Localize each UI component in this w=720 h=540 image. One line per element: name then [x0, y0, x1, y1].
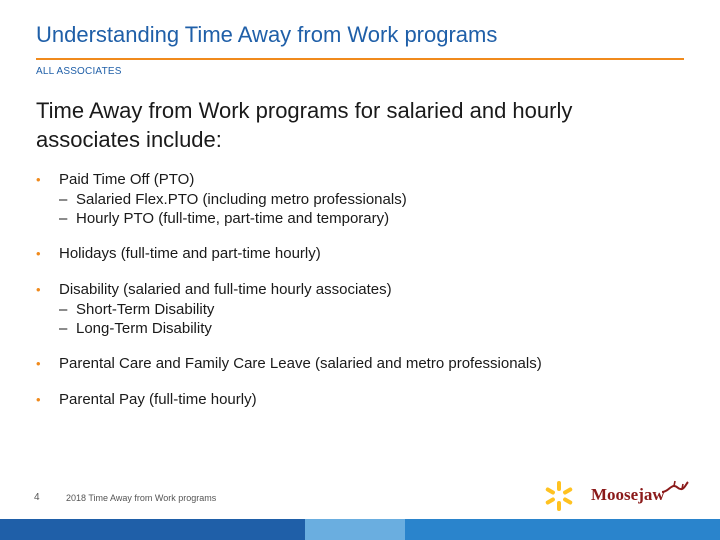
bullet-text: Parental Pay (full-time hourly) [59, 391, 257, 408]
sub-item [59, 209, 696, 228]
walmart-spark-icon [543, 480, 575, 512]
page-number: 4 [34, 492, 40, 503]
footer-bar-mid-blue [405, 519, 720, 540]
sub-dash-icon: – [59, 320, 68, 337]
bullet-dot-icon: • [36, 392, 41, 407]
bullet-item [36, 354, 696, 374]
bullet-dot-icon: • [36, 246, 41, 261]
bullet-text: Disability (salaried and full-time hourly associates) [59, 281, 392, 298]
footer-bar-light-blue [305, 519, 405, 540]
moosejaw-logo: Moosejaw [591, 485, 665, 504]
sub-text: Salaried Flex.PTO (including metro professionals) [76, 191, 407, 208]
sub-text: Long-Term Disability [76, 320, 212, 337]
bullet-text: Holidays (full-time and part-time hourly) [59, 245, 321, 262]
sub-list [59, 190, 696, 228]
bullet-item [36, 170, 696, 228]
sub-dash-icon: – [59, 210, 68, 227]
bullet-text: Paid Time Off (PTO) [59, 171, 195, 188]
slide-subtitle: ALL ASSOCIATES [36, 66, 122, 77]
slide-title: Understanding Time Away from Work programs [36, 22, 498, 47]
bullet-list [36, 170, 696, 426]
bullet-dot-icon: • [36, 282, 41, 297]
sub-item [59, 319, 696, 338]
sub-dash-icon: – [59, 191, 68, 208]
bullet-dot-icon: • [36, 356, 41, 371]
sub-item [59, 300, 696, 319]
sub-dash-icon: – [59, 301, 68, 318]
bullet-item [36, 244, 696, 264]
sub-list [59, 300, 696, 338]
bullet-dot-icon: • [36, 172, 41, 187]
footer-bar-dark-blue [0, 519, 305, 540]
moosejaw-antler-icon [660, 480, 690, 494]
footer-text: 2018 Time Away from Work programs [66, 493, 217, 503]
bullet-text: Parental Care and Family Care Leave (salaried and metro professionals) [59, 355, 542, 372]
title-divider [36, 58, 684, 60]
bullet-item [36, 390, 696, 410]
sub-text: Short-Term Disability [76, 301, 215, 318]
intro-text: Time Away from Work programs for salaried and hourly associates include: [36, 98, 573, 152]
sub-text: Hourly PTO (full-time, part-time and temporary) [76, 210, 390, 227]
sub-item [59, 190, 696, 209]
bullet-item [36, 280, 696, 338]
